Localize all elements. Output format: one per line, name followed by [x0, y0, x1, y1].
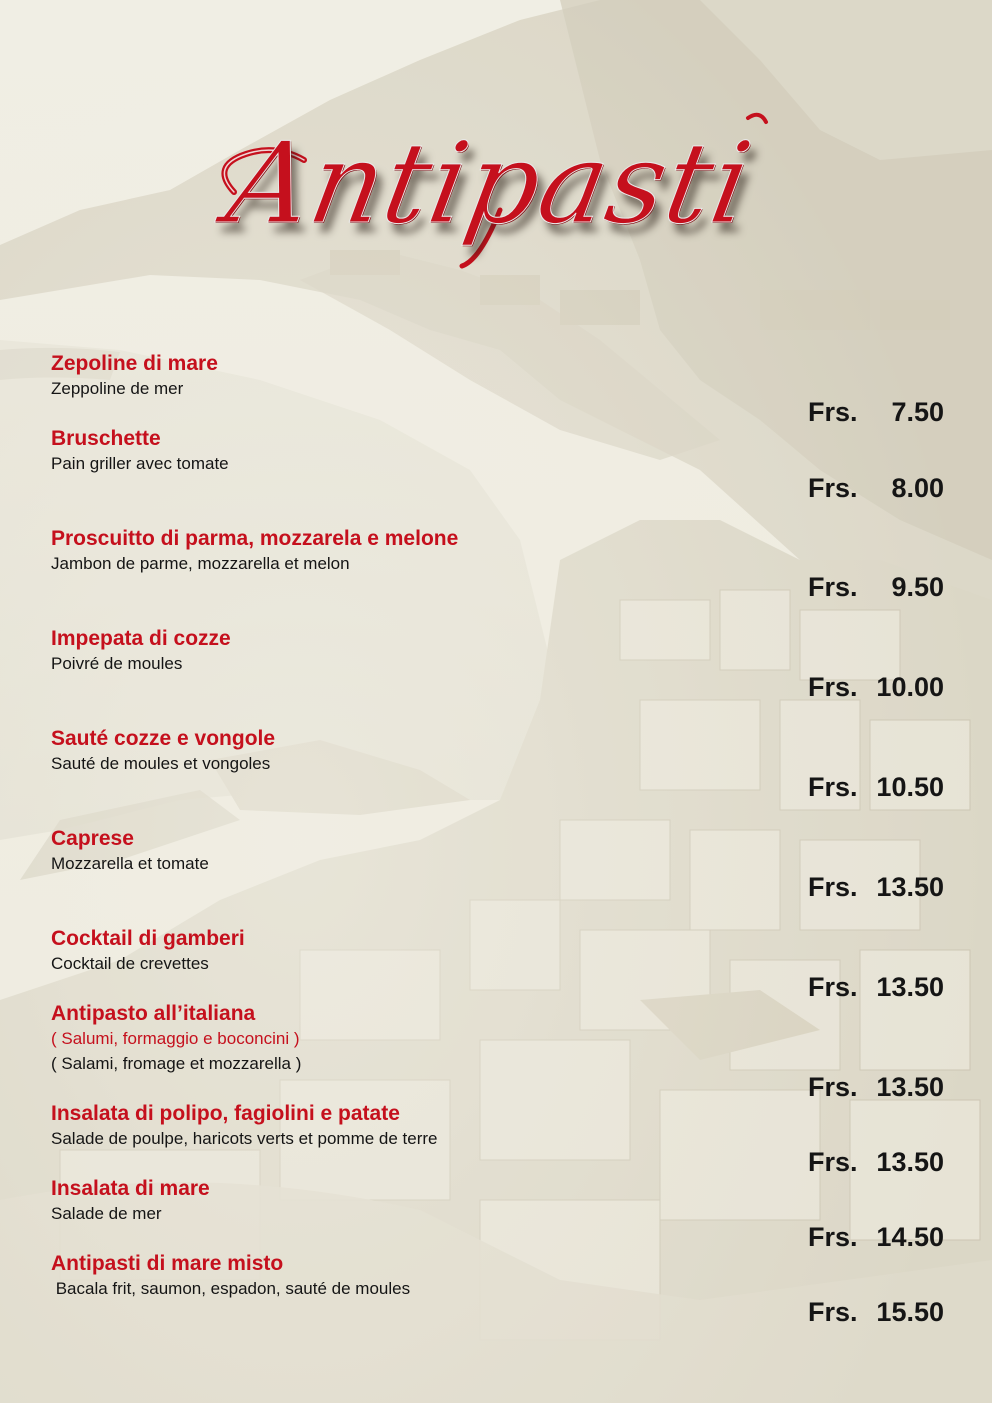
menu-item-description: Salade de mer — [51, 1204, 162, 1223]
menu-item-antipasto-italiana — [51, 1002, 301, 1077]
menu-item-bruschette — [51, 427, 229, 477]
menu-item-price — [808, 1146, 944, 1178]
menu-item-insalata-polipo — [51, 1102, 438, 1152]
price-amount: 13.50 — [876, 872, 944, 902]
menu-item-description: Pain griller avec tomate — [51, 454, 229, 473]
page-title: Antipasti — [218, 119, 761, 249]
price-currency: Frs. — [808, 1072, 858, 1102]
menu-item-cocktail — [51, 927, 245, 977]
menu-item-price — [808, 971, 944, 1003]
price-currency: Frs. — [808, 972, 858, 1002]
menu-item-name: Antipasto all’italiana — [51, 1002, 256, 1025]
menu-item-description: Salade de poulpe, haricots verts et pomme de terre — [51, 1129, 438, 1148]
price-amount: 15.50 — [876, 1297, 944, 1327]
price-amount: 7.50 — [891, 397, 944, 427]
menu-item-name: Zepoline di mare — [51, 352, 218, 375]
menu-item-price — [808, 571, 944, 603]
menu-item-price — [808, 671, 944, 703]
menu-item-price — [808, 871, 944, 903]
price-amount: 13.50 — [876, 1072, 944, 1102]
menu-item-price — [808, 1221, 944, 1253]
price-currency: Frs. — [808, 572, 858, 602]
menu-item-saute — [51, 727, 275, 777]
price-amount: 9.50 — [891, 572, 944, 602]
menu-item-italian-description: ( Salumi, formaggio e boconcini ) — [51, 1029, 300, 1048]
menu-item-name: Antipasti di mare misto — [51, 1252, 284, 1275]
menu-item-description: Cocktail de crevettes — [51, 954, 209, 973]
menu-item-name: Sauté cozze e vongole — [51, 727, 276, 750]
page-title-block — [200, 70, 800, 270]
price-currency: Frs. — [808, 397, 858, 427]
menu-item-impepata — [51, 627, 231, 677]
price-amount: 13.50 — [876, 972, 944, 1002]
price-amount: 10.00 — [876, 672, 944, 702]
price-currency: Frs. — [808, 1297, 858, 1327]
menu-item-description: Zeppoline de mer — [51, 379, 184, 398]
price-currency: Frs. — [808, 772, 858, 802]
menu-item-description: Poivré de moules — [51, 654, 183, 673]
menu-item-proscuitto — [51, 527, 458, 577]
menu-item-name: Cocktail di gamberi — [51, 927, 245, 950]
menu-item-name: Bruschette — [51, 427, 161, 450]
menu-item-name: Proscuitto di parma, mozzarela e melone — [51, 527, 459, 550]
menu-item-name: Caprese — [51, 827, 134, 850]
menu-item-price — [808, 396, 944, 428]
menu-item-price — [808, 771, 944, 803]
menu-item-zepoline — [51, 352, 218, 402]
menu-item-price — [808, 472, 944, 504]
menu-item-name: Insalata di polipo, fagiolini e patate — [51, 1102, 400, 1125]
menu-item-description: Bacala frit, saumon, espadon, sauté de moules — [51, 1279, 411, 1298]
price-amount: 14.50 — [876, 1222, 944, 1252]
price-currency: Frs. — [808, 672, 858, 702]
price-currency: Frs. — [808, 872, 858, 902]
menu-item-name: Insalata di mare — [51, 1177, 210, 1200]
menu-item-description: ( Salami, fromage et mozzarella ) — [51, 1054, 302, 1073]
menu-item-caprese — [51, 827, 209, 877]
price-currency: Frs. — [808, 1147, 858, 1177]
menu-item-name: Impepata di cozze — [51, 627, 231, 650]
price-amount: 8.00 — [891, 473, 944, 503]
price-amount: 13.50 — [876, 1147, 944, 1177]
menu-item-price — [808, 1071, 944, 1103]
menu-item-antipasti-mare-misto — [51, 1252, 410, 1302]
price-amount: 10.50 — [876, 772, 944, 802]
menu-item-description: Sauté de moules et vongoles — [51, 754, 271, 773]
menu-item-description: Jambon de parme, mozzarella et melon — [51, 554, 350, 573]
menu-item-description: Mozzarella et tomate — [51, 854, 209, 873]
price-currency: Frs. — [808, 1222, 858, 1252]
menu-item-insalata-mare — [51, 1177, 210, 1227]
price-currency: Frs. — [808, 473, 858, 503]
menu-item-price — [808, 1296, 944, 1328]
